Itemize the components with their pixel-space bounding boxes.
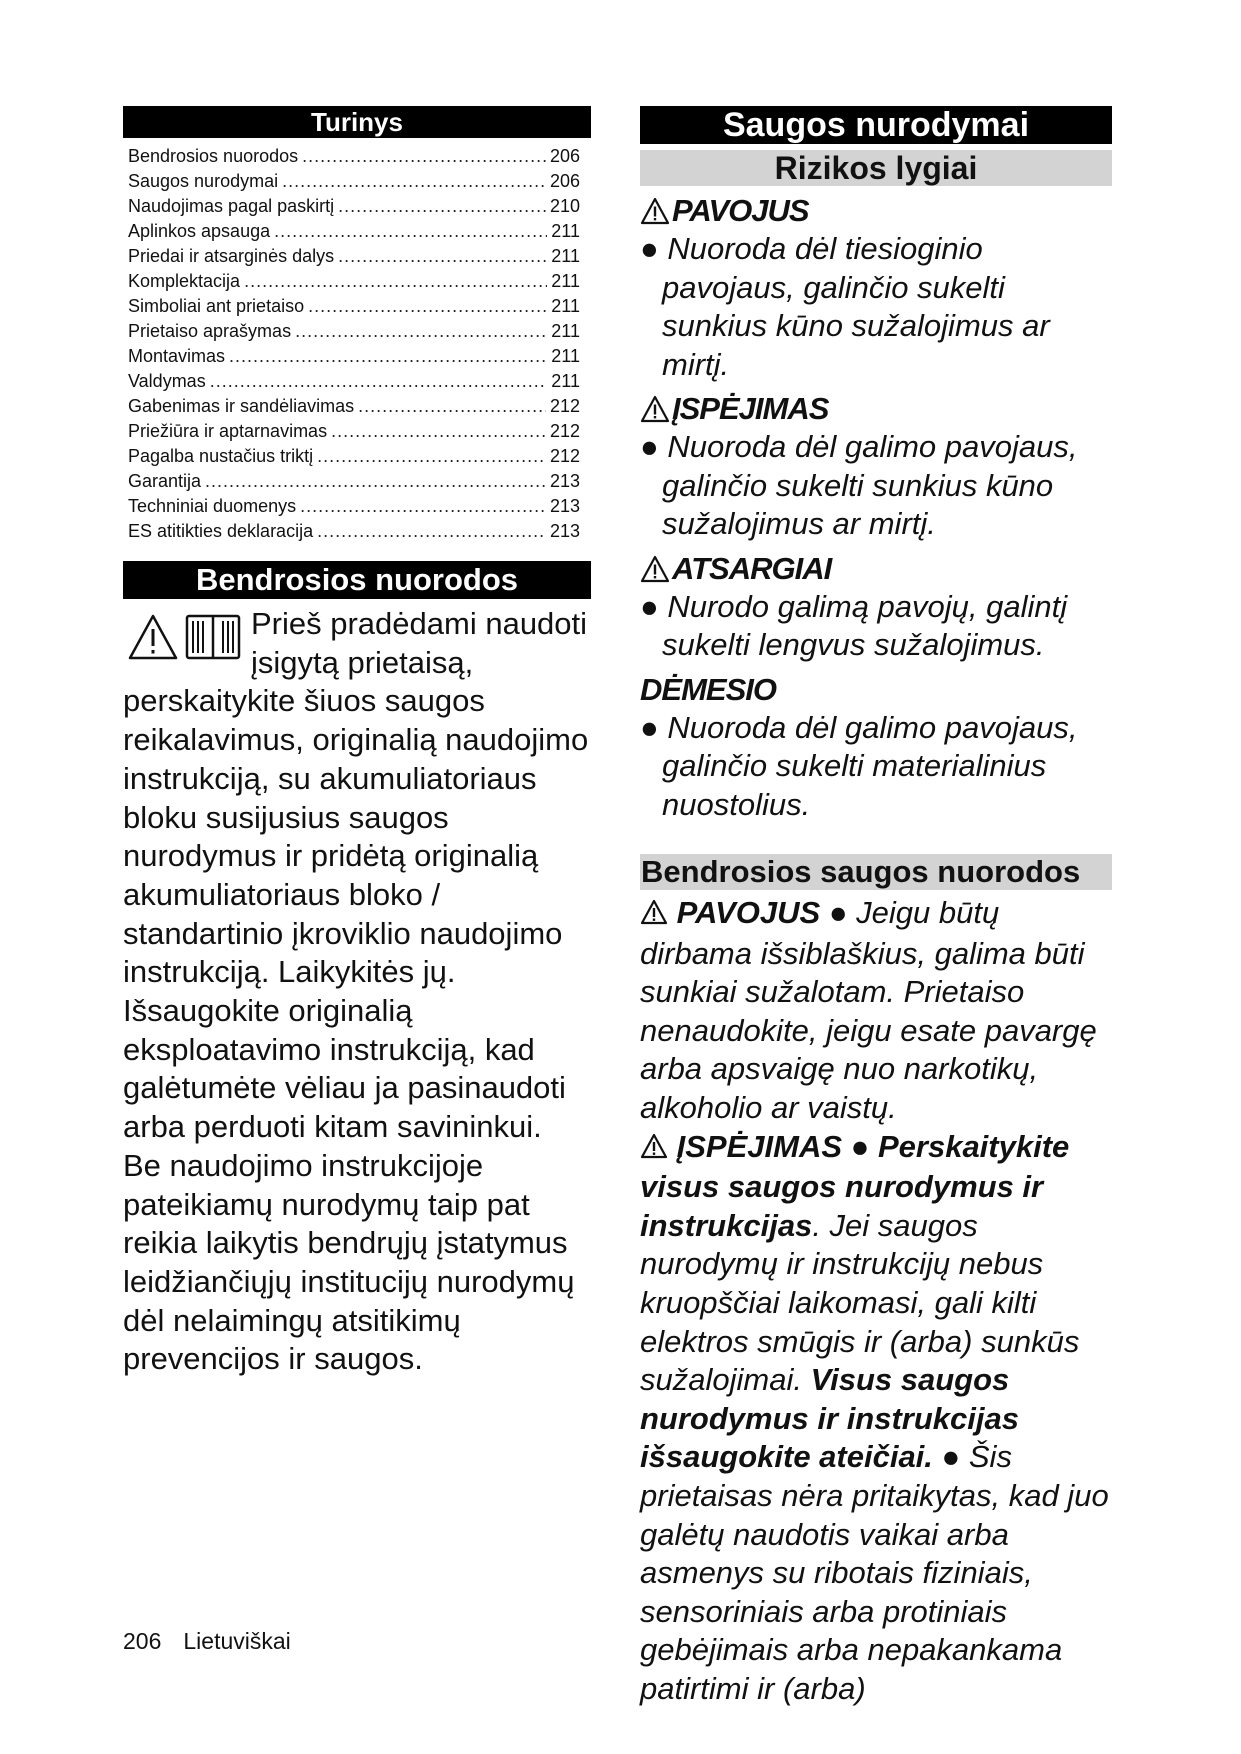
general-section-title: Bendrosios nuorodos (123, 561, 591, 599)
risk-level-description: ● Nurodo galimą pavojų, galintį sukelti lengvus sužalojimus. (640, 588, 1068, 662)
warning-icon (640, 896, 668, 935)
general-paragraph-2: Be naudojimo instrukcijoje pateikiamų nurodymų taip pat reikia laikytis bendrųjų įstatymus leidžiančiųjų institucijų nurodymų dėl nelaimingų atsitikimų prevencijos ir saugos. (123, 1147, 575, 1377)
toc-item-page: 210 (549, 196, 580, 216)
toc-item-label: Bendrosios nuorodos (128, 146, 299, 166)
risk-level-description: ● Nuoroda dėl galimo pavojaus, galinčio sukelti sunkius kūno sužalojimus ar mirtį. (640, 429, 1078, 541)
toc-item-label: Pagalba nustačius triktį (128, 446, 314, 466)
toc-item-label: Komplektacija (128, 271, 241, 291)
risk-levels (640, 192, 1112, 824)
toc-item (128, 169, 580, 194)
toc-item-page: 213 (549, 471, 580, 491)
toc-leader-dots (331, 419, 546, 444)
toc-leader-dots (244, 269, 547, 294)
toc-item (128, 394, 580, 419)
warning-text-2: ● Šis prietaisas nėra pritaikytas, kad juo galėtų naudotis vaikai arba asmenys su ribotais fiziniais, sensoriniais arba protiniais gebėjimais arba nepakankama patirtimi ir (arba) (640, 1439, 1109, 1706)
table-of-contents (123, 144, 591, 544)
toc-item-page: 212 (549, 421, 580, 441)
general-paragraph-1-text: Prieš pradėdami naudoti įsigytą prietaisą, perskaitykite šiuos saugos reikalavimus, originalią naudojimo instrukciją, su akumuliatoriaus bloku susijusius saugos nurodymus ir pridėtą originalią akumuliatoriaus bloko / standartinio įkroviklio naudojimo instrukciją. Laikykitės jų. Išsaugokite originalią eksploatavimo instrukciją, kad galėtumėte vėliau ja pasinaudoti arba perduoti kitam savininkui. (123, 606, 589, 1145)
toc-item (128, 369, 580, 394)
toc-item-label: Garantija (128, 471, 202, 491)
risk-level-description: ● Nuoroda dėl galimo pavojaus, galinčio sukelti materialinius nuostolius. (640, 709, 1078, 822)
toc-item-page: 211 (551, 271, 580, 291)
danger-text: ● Jeigu būtų dirbama išsiblaškius, galima būti sunkiai sužalotam. Prietaiso nenaudokite, jeigu esate pavargę arba apsvaigę nuo narkotikų, alkoholio ar vaistų. (640, 895, 1097, 1125)
risk-level-heading (640, 550, 1112, 588)
toc-leader-dots (317, 519, 546, 544)
toc-item-page: 213 (549, 496, 580, 516)
toc-leader-dots (229, 344, 547, 369)
toc-item-page: 206 (549, 171, 580, 191)
intro-icons (127, 613, 241, 661)
toc-leader-dots (308, 294, 547, 319)
right-column (640, 106, 1112, 1708)
toc-leader-dots (358, 394, 546, 419)
toc-item (128, 469, 580, 494)
safety-title: Saugos nurodymai (640, 106, 1112, 144)
toc-item-page: 211 (551, 246, 580, 266)
warning-icon (640, 395, 670, 423)
risk-levels-title: Rizikos lygiai (640, 150, 1112, 186)
toc-item-label: Naudojimas pagal paskirtį (128, 196, 335, 216)
toc-item-label: ES atitikties deklaracija (128, 521, 314, 541)
toc-item-label: Techniniai duomenys (128, 496, 297, 516)
toc-item (128, 244, 580, 269)
toc-item-label: Priedai ir atsarginės dalys (128, 246, 335, 266)
toc-leader-dots (205, 469, 546, 494)
toc-item-label: Saugos nurodymai (128, 171, 279, 191)
general-safety-title: Bendrosios saugos nuorodos (640, 854, 1112, 890)
toc-item (128, 219, 580, 244)
toc-leader-dots (317, 444, 546, 469)
toc-item (128, 344, 580, 369)
left-column (123, 106, 591, 1379)
toc-item-page: 211 (551, 371, 580, 391)
danger-label: PAVOJUS (676, 895, 821, 930)
toc-item (128, 444, 580, 469)
toc-item-page: 211 (551, 296, 580, 316)
toc-item-page: 211 (551, 346, 580, 366)
toc-item-label: Montavimas (128, 346, 226, 366)
warning-bold-1: ● Perskaitykite visus saugos nurodymus ir instrukcijas (640, 1128, 1070, 1243)
risk-level-label: DĖMESIO (640, 671, 776, 707)
toc-title: Turinys (123, 106, 591, 138)
toc-item (128, 194, 580, 219)
warning-text-1: . Jei saugos nurodymų ir instrukcijų nebus kruopščiai laikomasi, gali kilti elektros smūgis ir (arba) sunkūs sužalojimai. (640, 1207, 1080, 1398)
toc-item-label: Simboliai ant prietaiso (128, 296, 305, 316)
toc-item-page: 206 (549, 146, 580, 166)
toc-item-page: 211 (551, 321, 580, 341)
toc-item (128, 494, 580, 519)
toc-leader-dots (295, 319, 547, 344)
toc-item-page: 212 (549, 396, 580, 416)
toc-item (128, 144, 580, 169)
toc-item (128, 319, 580, 344)
toc-leader-dots (300, 494, 546, 519)
toc-leader-dots (338, 244, 547, 269)
toc-item (128, 519, 580, 544)
toc-item-label: Valdymas (128, 371, 206, 391)
toc-item (128, 269, 580, 294)
risk-level-label: ATSARGIAI (672, 550, 832, 586)
warning-icon (640, 555, 670, 583)
risk-level-heading (640, 671, 1112, 709)
page-number: 206 (123, 1628, 162, 1654)
toc-leader-dots (338, 194, 546, 219)
open-book-icon (185, 613, 241, 661)
toc-leader-dots (210, 369, 548, 394)
warning-icon (640, 197, 670, 225)
toc-leader-dots (302, 144, 546, 169)
warning-bold-2: Visus saugos nurodymus ir instrukcijas išsaugokite ateičiai. (640, 1362, 1019, 1475)
toc-item (128, 419, 580, 444)
toc-leader-dots (274, 219, 547, 244)
risk-level-description: ● Nuoroda dėl tiesioginio pavojaus, galinčio sukelti sunkius kūno sužalojimus ar mirtį. (640, 231, 1050, 382)
page-footer (123, 1628, 291, 1655)
general-safety-text (640, 894, 1112, 1708)
toc-item-label: Prietaiso aprašymas (128, 321, 292, 341)
footer-language: Lietuviškai (183, 1628, 291, 1654)
risk-level-heading (640, 390, 1112, 428)
toc-item-label: Priežiūra ir aptarnavimas (128, 421, 328, 441)
warning-icon (640, 1130, 668, 1169)
toc-item-page: 212 (549, 446, 580, 466)
risk-level-heading (640, 192, 1112, 230)
general-paragraph-1 (123, 605, 591, 1147)
toc-item-page: 213 (549, 521, 580, 541)
risk-level-label: ĮSPĖJIMAS (672, 391, 829, 426)
warning-triangle-icon (127, 613, 179, 661)
toc-item-label: Aplinkos apsauga (128, 221, 271, 241)
risk-level-label: PAVOJUS (672, 193, 809, 228)
toc-item-page: 211 (551, 221, 580, 241)
toc-item-label: Gabenimas ir sandėliavimas (128, 396, 355, 416)
toc-item (128, 294, 580, 319)
warning-label: ĮSPĖJIMAS (676, 1128, 843, 1164)
toc-leader-dots (282, 169, 546, 194)
